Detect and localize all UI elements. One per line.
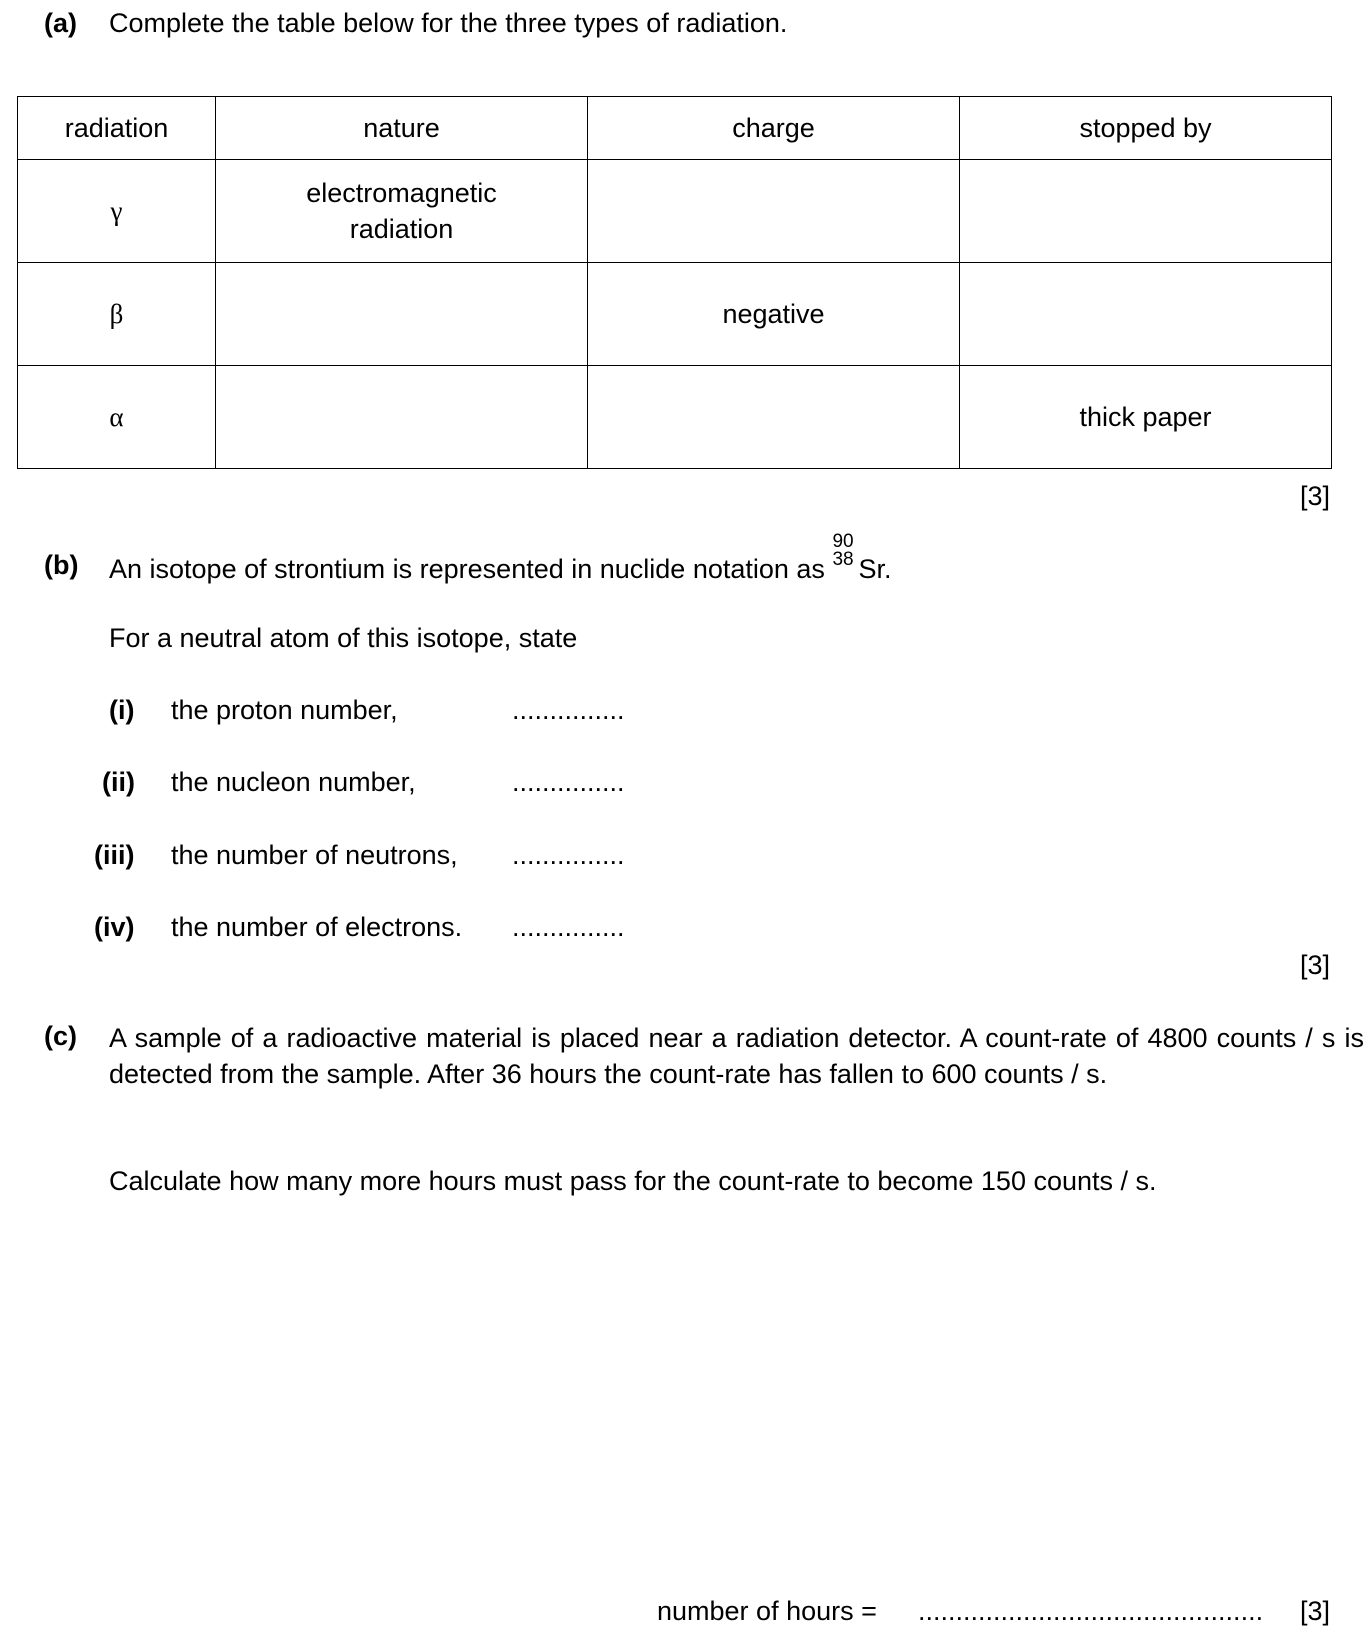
table-row-beta [18, 263, 1332, 366]
part-c-paragraph: A sample of a radioactive material is placed near a radiation detector. A count-rate of 4800 counts / s is detected from the sample. After 36 hours the count-rate has fallen to 600 counts / s. [109, 1023, 1364, 1089]
cell-stopped-alpha: thick paper [960, 366, 1332, 469]
cell-nature-gamma-line1: electromagnetic [306, 178, 497, 208]
nuclide-notation [832, 531, 858, 578]
header-stopped-by: stopped by [960, 97, 1332, 160]
part-b-prompt: For a neutral atom of this isotope, state [109, 623, 578, 653]
part-b-intro: An isotope of strontium is represented in nuclide notation as [109, 554, 825, 584]
element-symbol: Sr. [858, 554, 892, 584]
answer-dots[interactable]: .............................................. [918, 1596, 1264, 1626]
cell-nature-gamma-line2: radiation [349, 214, 454, 244]
part-c-marks: [3] [1299, 1596, 1330, 1626]
item-i-label: (i) [109, 695, 135, 725]
table-header-row [18, 97, 1332, 160]
cell-nature-alpha[interactable] [216, 366, 588, 469]
item-iii-label: (iii) [94, 840, 135, 870]
part-a-marks: [3] [1299, 481, 1330, 511]
cell-radiation-beta: β [18, 263, 216, 366]
cell-radiation-gamma: γ [18, 160, 216, 263]
mass-number: 90 [832, 531, 854, 552]
part-b-marks: [3] [1299, 950, 1330, 980]
part-c-label: (c) [44, 1021, 77, 1051]
part-b-label: (b) [44, 550, 79, 580]
item-iv-text: the number of electrons. [171, 912, 463, 942]
item-iv-answer-dots[interactable]: ............... [512, 912, 625, 942]
cell-stopped-beta[interactable] [960, 263, 1332, 366]
item-i-answer-dots[interactable]: ............... [512, 695, 625, 725]
part-b-intro-line [109, 531, 892, 587]
cell-nature-gamma[interactable] [216, 160, 588, 263]
cell-nature-beta[interactable] [216, 263, 588, 366]
item-i-text: the proton number, [171, 695, 398, 725]
item-iv-label: (iv) [94, 912, 135, 942]
cell-radiation-alpha: α [18, 366, 216, 469]
part-c-question: Calculate how many more hours must pass for the count-rate to become 150 counts / s. [109, 1166, 1157, 1196]
atomic-number: 38 [832, 549, 854, 570]
cell-stopped-gamma[interactable] [960, 160, 1332, 263]
cell-charge-alpha[interactable] [588, 366, 960, 469]
part-a-label: (a) [44, 8, 77, 38]
table-row-alpha [18, 366, 1332, 469]
cell-charge-beta: negative [588, 263, 960, 366]
header-nature: nature [216, 97, 588, 160]
header-radiation: radiation [18, 97, 216, 160]
table-row-gamma [18, 160, 1332, 263]
answer-label: number of hours = [657, 1596, 877, 1626]
item-iii-text: the number of neutrons, [171, 840, 458, 870]
item-ii-label: (ii) [102, 767, 135, 797]
item-iii-answer-dots[interactable]: ............... [512, 840, 625, 870]
part-a-instruction: Complete the table below for the three types of radiation. [109, 8, 788, 38]
header-charge: charge [588, 97, 960, 160]
cell-charge-gamma[interactable] [588, 160, 960, 263]
item-ii-answer-dots[interactable]: ............... [512, 767, 625, 797]
radiation-table [17, 96, 1332, 469]
item-ii-text: the nucleon number, [171, 767, 416, 797]
